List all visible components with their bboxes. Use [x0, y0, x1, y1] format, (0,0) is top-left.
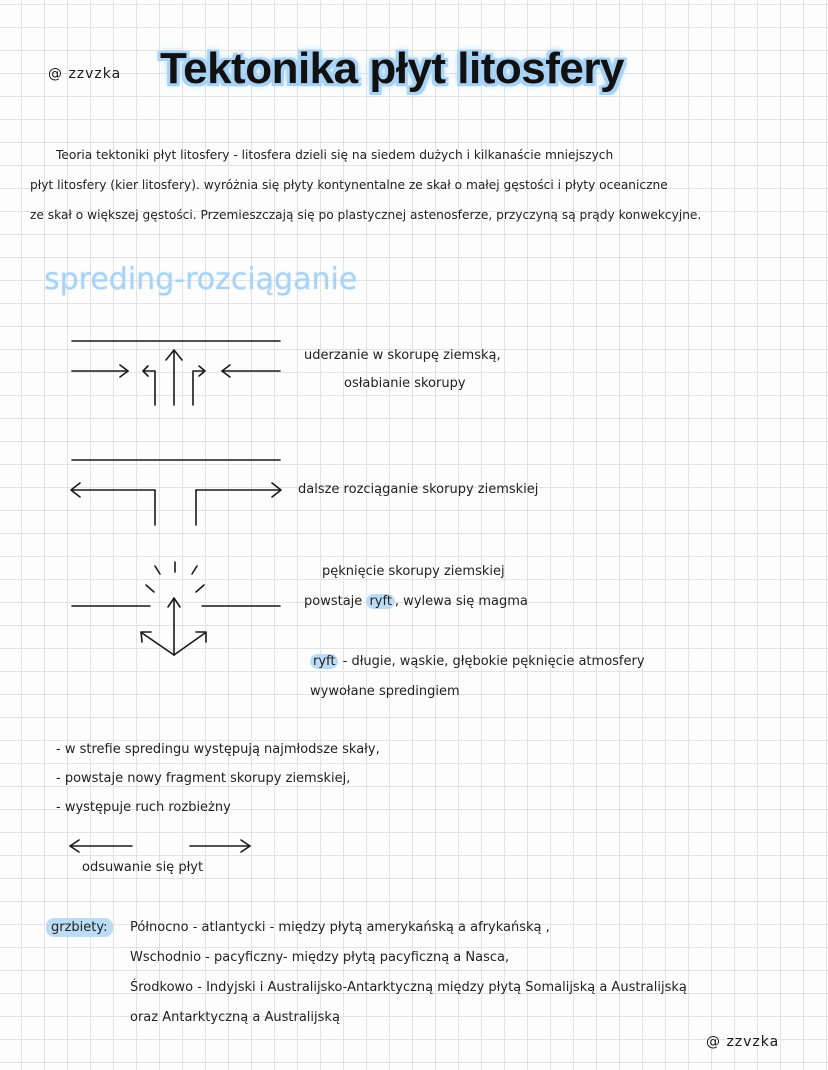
- diagram-2-stretching: [71, 460, 281, 525]
- ryft-highlight: ryft: [366, 594, 394, 609]
- bullet-1: - w strefie spredingu występują najmłodsze skały,: [56, 742, 380, 757]
- ridge-line-3: Środkowo - Indyjski i Australijsko-Antarktyczną między płytą Somalijską a Australijską: [130, 980, 687, 995]
- page-title: Tektonika płyt litosfery: [160, 44, 624, 93]
- ridge-line-4: oraz Antarktyczną a Australijską: [130, 1010, 340, 1025]
- author-handle-bottom: @ zzvzka: [706, 1034, 780, 1050]
- author-handle-top: @ zzvzka: [48, 66, 122, 82]
- ryft-definition: [310, 654, 645, 669]
- ryft-term: ryft: [310, 654, 338, 669]
- stage-3-line-1: pęknięcie skorupy ziemskiej: [322, 564, 505, 579]
- bullet-2: - powstaje nowy fragment skorupy ziemskiej,: [56, 771, 351, 786]
- stage-3-post: , wylewa się magma: [394, 594, 528, 609]
- ryft-definition-text: - długie, wąskie, głębokie pęknięcie atmosfery: [338, 654, 645, 669]
- diagram-1-crust-impact: [72, 341, 280, 405]
- intro-line-2: płyt litosfery (kier litosfery). wyróżnia się płyty kontynentalne ze skał o małej gęstości i płyty oceaniczne: [30, 178, 668, 192]
- ridge-line-2: Wschodnio - pacyficzny- między płytą pacyficzną a Nasca,: [130, 950, 510, 965]
- arrows-caption: odsuwanie się płyt: [82, 860, 204, 875]
- stage-2-line-1: dalsze rozciąganie skorupy ziemskiej: [298, 482, 539, 497]
- diverging-arrows: [70, 840, 250, 852]
- intro-line-1: Teoria tektoniki płyt litosfery - litosfera dzieli się na siedem dużych i kilkanaście mniejszych: [56, 148, 614, 162]
- ridges-label-wrap: [46, 920, 113, 935]
- stage-3-pre: powstaje: [304, 594, 363, 609]
- stage-1-line-2: osłabianie skorupy: [344, 376, 466, 391]
- stage-3-line-2: [304, 594, 528, 609]
- ryft-definition-line-2: wywołane spredingiem: [310, 684, 460, 699]
- ridge-line-1: Północno - atlantycki - między płytą amerykańską a afrykańską ,: [130, 920, 550, 935]
- bullet-3: - występuje ruch rozbieżny: [56, 800, 231, 815]
- diagram-3-crack: [72, 562, 280, 655]
- intro-line-3: ze skał o większej gęstości. Przemieszczają się po plastycznej astenosferze, przyczyną są prądy konwekcyjne.: [30, 208, 702, 222]
- ridges-label: grzbiety:: [46, 918, 113, 937]
- stage-1-line-1: uderzanie w skorupę ziemską,: [304, 348, 501, 363]
- section-title: spreding-rozciąganie: [44, 262, 358, 297]
